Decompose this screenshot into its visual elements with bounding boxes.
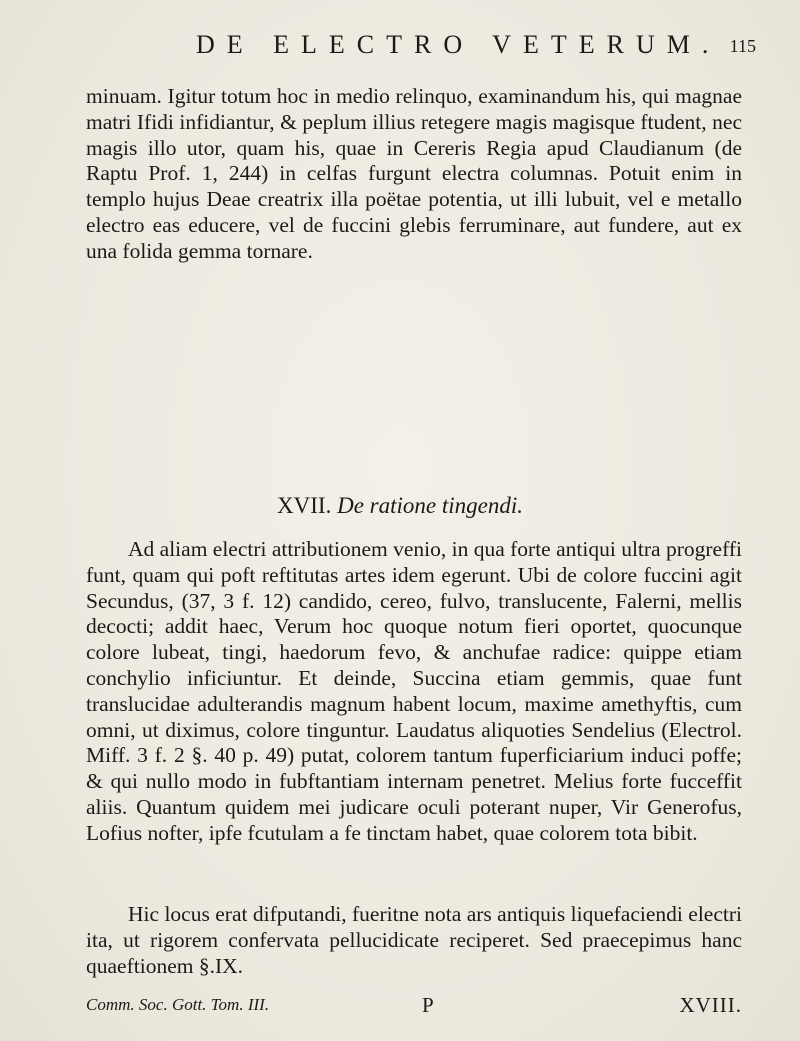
section-heading bbox=[0, 493, 800, 519]
section-title: De ratione tingendi. bbox=[337, 493, 523, 518]
page-number: 115 bbox=[729, 36, 756, 56]
paragraph-3 bbox=[86, 902, 742, 979]
paragraph-1 bbox=[86, 84, 742, 265]
running-head bbox=[196, 30, 756, 64]
paragraph-text: Hic locus erat difputandi, fueritne nota ars antiquis liquefaciendi electri ita, ut rigorem confervata pellucidicate reciperet. Sed praecepimus hanc quaeftionem §.IX. bbox=[86, 902, 742, 978]
section-number: XVII. bbox=[277, 493, 332, 518]
signature-line: Comm. Soc. Gott. Tom. III. bbox=[86, 995, 270, 1014]
paragraph-text: Ad aliam electri attributionem venio, in qua forte antiqui ultra progreffi funt, quam qui poft reftitutas artes idem egerunt. Ubi de colore fuccini agit Secundus, (37, 3 f. 12) candido, cereo, fulvo, translucente, Falerni, mellis decocti; addit haec, Verum hoc quoque notum fieri oportet, quocunque colore lubeat, tingi, haedorum fevo, & anchufae radice: quippe etiam conchylio inficiuntur. Et deinde, Succina etiam gemmis, quae funt translucidae adulterandis magnum habent locum, maxime amethyftis, cum omni, ut diximus, colore tinguntur. Laudatus aliquoties Sendelius (Electrol. Miff. 3 f. 2 §. 40 p. 49) putat, colorem tantum fuperficiarium induci poffe; & qui nullo modo in fubftantiam internam penetret. Melius forte fucceffit aliis. Quantum quidem mei judicare oculi poterant nuper, Vir Generofus, Lofius nofter, ipfe fcutulam a fe tinctam habet, quae colorem tota bibit. bbox=[86, 537, 742, 845]
page-footer bbox=[86, 993, 742, 1023]
signature-mark: P bbox=[422, 993, 434, 1017]
catchword: XVIII. bbox=[679, 993, 742, 1017]
paragraph-2 bbox=[86, 537, 742, 847]
paragraph-text: minuam. Igitur totum hoc in medio relinquo, examinandum his, qui magnae matri Ifidi infidiantur, & peplum illius retegere magis magisque ftudent, nec magis illo utor, quam his, quae in Cereris Regia apud Claudianum (de Raptu Prof. 1, 244) in celfas furgunt electra columnas. Potuit enim in templo hujus Deae creatrix illa poëtae potentia, ut illi lubuit, vel e metallo electro eas educere, vel de fuccini glebis ferruminare, aut fundere, aut ex una folida gemma tornare. bbox=[86, 84, 742, 263]
running-title: DE ELECTRO VETERUM. bbox=[196, 30, 721, 59]
